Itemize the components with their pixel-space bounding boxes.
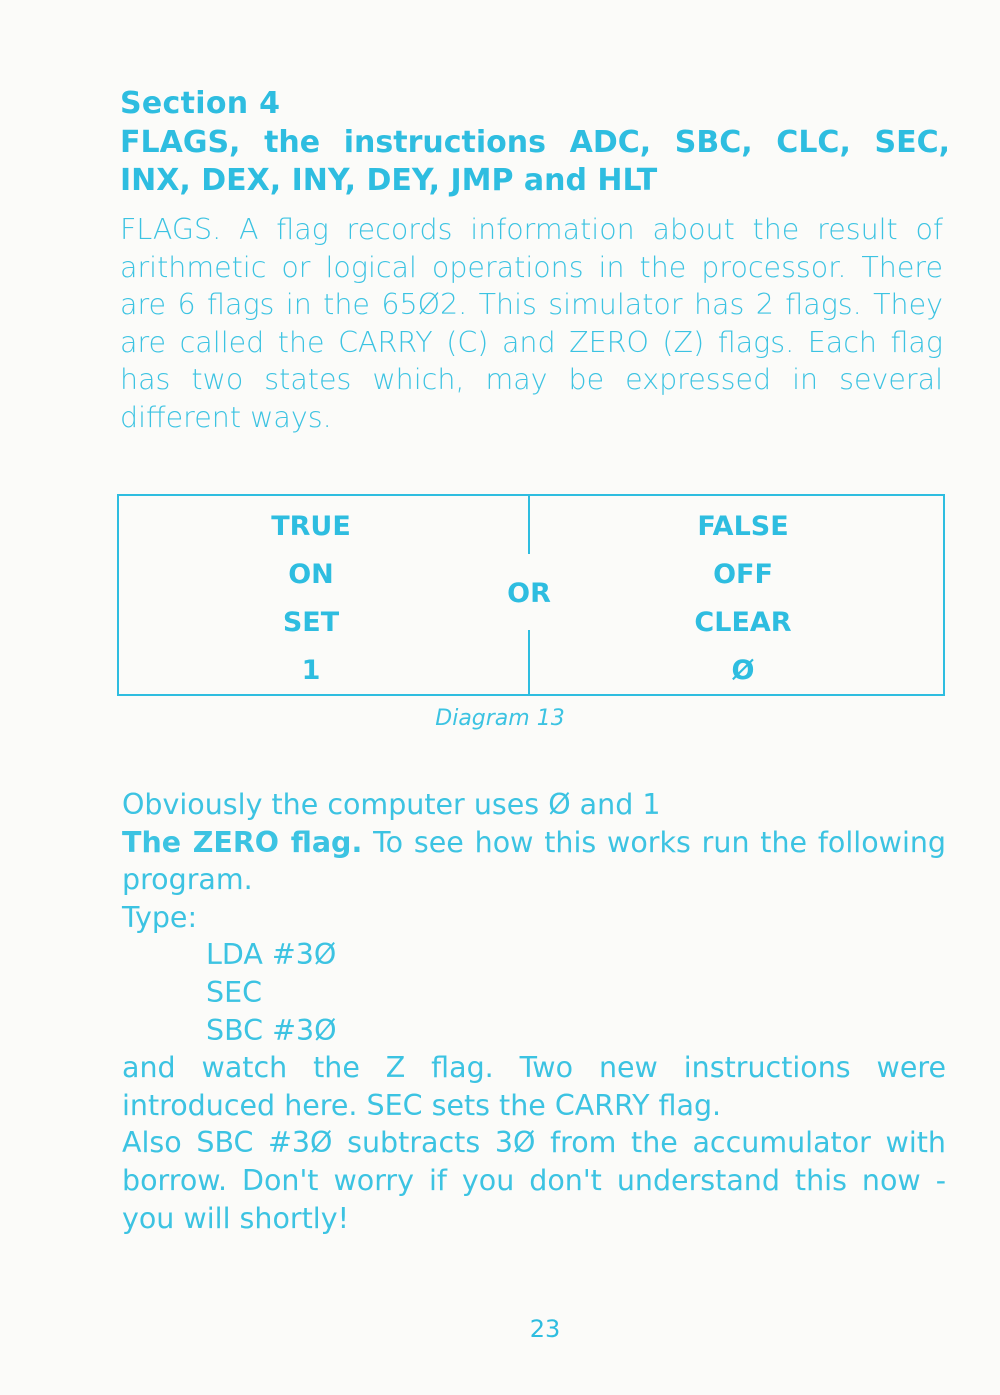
diagram-cell: TRUE [271, 511, 351, 542]
code-line: LDA #3Ø [206, 938, 337, 972]
diagram-cell: CLEAR [694, 607, 792, 638]
page-number: 23 [529, 1315, 561, 1343]
diagram-true-column [181, 510, 441, 702]
section-heading: FLAGS, the instructions ADC, SBC, CLC, SEC, INX, DEX, INY, DEY, JMP and HLT [120, 125, 950, 198]
flag-states-diagram [117, 494, 945, 696]
diagram-caption: Diagram 13 [435, 706, 565, 731]
diagram-cell: ON [288, 559, 334, 590]
diagram-cell: Ø [731, 655, 755, 686]
after-code-paragraph: and watch the Z flag. Two new instructions were introduced here. SEC sets the CARRY flag. [122, 1051, 946, 1122]
diagram-divider-top [528, 496, 530, 554]
zero-flag-paragraph [122, 824, 946, 899]
code-line: SBC #3Ø [206, 1013, 337, 1047]
diagram-divider-bottom [528, 630, 530, 696]
type-label: Type: [122, 900, 198, 934]
section-label: Section 4 [120, 86, 281, 121]
diagram-cell: SET [282, 607, 340, 638]
body-line-obviously: Obviously the computer uses Ø and 1 [122, 788, 661, 821]
diagram-cell: OFF [713, 559, 773, 590]
diagram-or-label: OR [507, 578, 551, 609]
zero-flag-text: To see how this works run the following program. [122, 825, 947, 897]
code-line: SEC [206, 975, 262, 1009]
explanation-paragraph: Also SBC #3Ø subtracts 3Ø from the accumulator with borrow. Don't worry if you don't understand this now - you will shortly! [122, 1126, 946, 1235]
zero-flag-title: The ZERO flag. [122, 825, 363, 859]
diagram-cell: FALSE [697, 511, 789, 542]
intro-paragraph: FLAGS. A flag records information about the result of arithmetic or logical operations in the processor. There are 6 flags in the 65Ø2. This simulator has 2 flags. They are called the CARRY (C) and ZERO (Z) flags. Each flag has two states which, may be expressed in several different ways. [120, 213, 943, 434]
diagram-cell: 1 [301, 655, 321, 686]
diagram-false-column [613, 510, 873, 702]
body-text [122, 786, 946, 1237]
